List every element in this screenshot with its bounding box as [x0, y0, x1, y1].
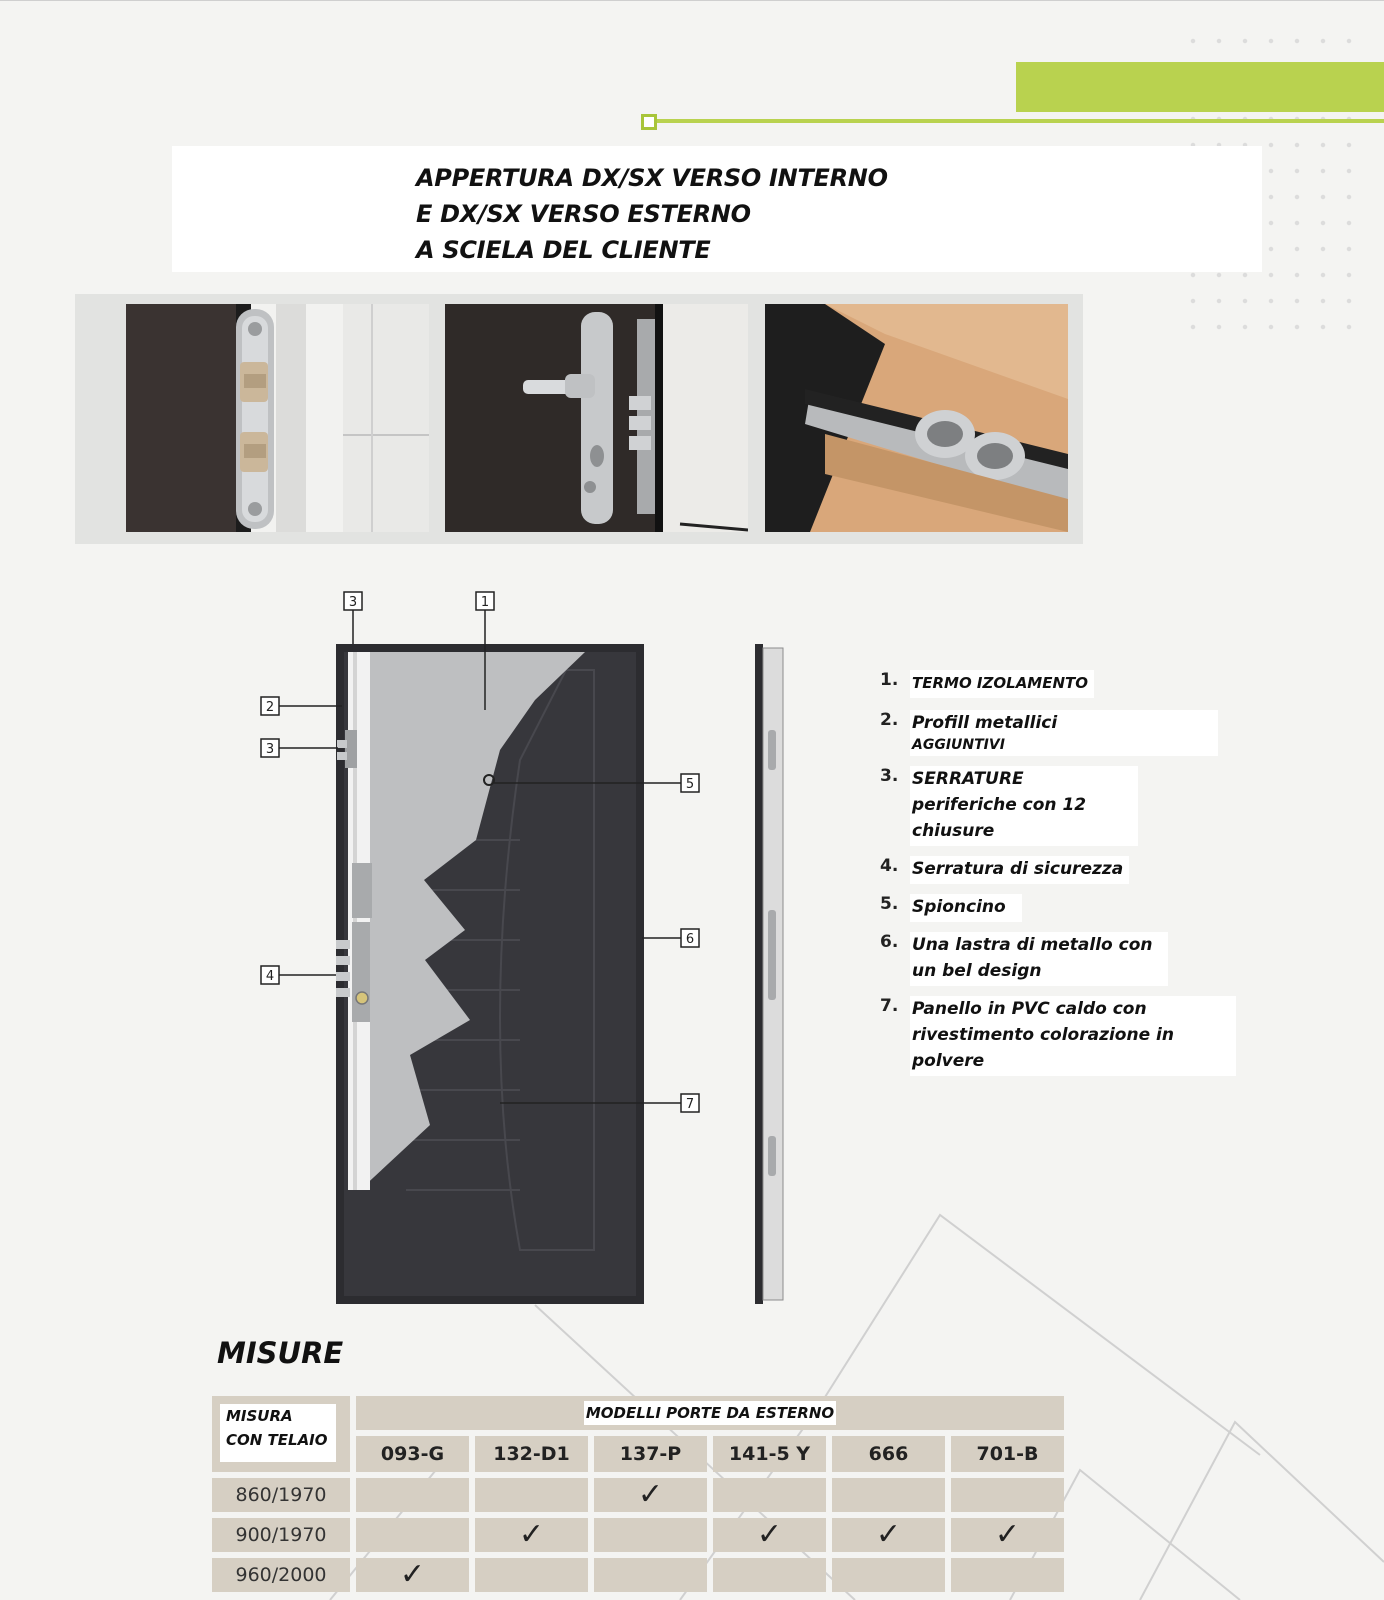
opening-title: [416, 160, 888, 268]
table-cell: [475, 1478, 588, 1512]
column-header: 141-5 Y: [713, 1436, 826, 1472]
legend-item-6: [880, 932, 1240, 986]
column-header: 137-P: [594, 1436, 707, 1472]
row-size-label: 900/1970: [212, 1518, 350, 1552]
group-label: MODELLI PORTE DA ESTERNO: [584, 1401, 836, 1425]
table-cell: [832, 1478, 945, 1512]
legend-item-5: [880, 894, 1240, 922]
table-cell: ✓: [475, 1518, 588, 1552]
table-cell: [356, 1518, 469, 1552]
table-cell: ✓: [356, 1558, 469, 1592]
column-header: 666: [832, 1436, 945, 1472]
callout-1: 1: [480, 595, 490, 610]
legend-item-2: [880, 710, 1240, 756]
legend-text: Una lastra di metallo con un bel design: [910, 932, 1168, 986]
callout-3-top: 3: [348, 595, 358, 610]
group-header: [356, 1396, 1064, 1430]
handle-photo: [445, 304, 748, 532]
title-line-2: E DX/SX VERSO ESTERNO: [416, 200, 751, 228]
table-cell: ✓: [951, 1518, 1064, 1552]
corner-label-line-2: CON TELAIO: [226, 1431, 328, 1449]
legend-text: Panello in PVC caldo con rivestimento colorazione in polvere: [910, 996, 1236, 1076]
title-line-3: A SCIELA DEL CLIENTE: [416, 236, 711, 264]
legend-item-1: [880, 670, 1240, 698]
legend-text: SERRATURE periferiche con 12 chiusure: [910, 766, 1138, 846]
accent-line: [648, 119, 1384, 123]
legend-text-main: Profill metallici: [912, 713, 1058, 733]
legend-num: 5.: [880, 894, 899, 914]
callout-4: 4: [265, 969, 275, 984]
legend-num: 7.: [880, 996, 899, 1016]
legend-item-3: [880, 766, 1240, 846]
table-cell: [832, 1558, 945, 1592]
table-cell: [951, 1558, 1064, 1592]
legend-text-sub: AGGIUNTIVI: [912, 737, 1005, 753]
table-cell: [594, 1558, 707, 1592]
title-line-1: APPERTURA DX/SX VERSO INTERNO: [416, 164, 888, 192]
table-cell: [475, 1558, 588, 1592]
hinge-photo: [126, 304, 429, 532]
column-header: 093-G: [356, 1436, 469, 1472]
table-cell: [713, 1478, 826, 1512]
table-cell: [951, 1478, 1064, 1512]
table-cell: ✓: [713, 1518, 826, 1552]
sizes-title: MISURE: [217, 1336, 344, 1370]
legend-text: [910, 710, 1218, 756]
column-header: 132-D1: [475, 1436, 588, 1472]
legend-item-4: [880, 856, 1240, 884]
callout-2: 2: [265, 700, 275, 715]
photo-strip: [75, 294, 1083, 544]
feature-legend: [880, 670, 1240, 1082]
threshold-photo: [765, 304, 1068, 532]
corner-label: [220, 1404, 336, 1462]
accent-node: [641, 114, 657, 130]
legend-num: 2.: [880, 710, 899, 730]
accent-bar: [1016, 62, 1384, 112]
callout-5: 5: [685, 777, 695, 792]
top-border: [0, 0, 1384, 1]
legend-num: 4.: [880, 856, 899, 876]
table-cell: ✓: [594, 1478, 707, 1512]
column-header: 701-B: [951, 1436, 1064, 1472]
legend-text: TERMO IZOLAMENTO: [910, 670, 1094, 698]
row-size-label: 960/2000: [212, 1558, 350, 1592]
legend-num: 6.: [880, 932, 899, 952]
table-cell: [713, 1558, 826, 1592]
legend-text: Spioncino: [910, 894, 1022, 922]
callout-6: 6: [685, 932, 695, 947]
legend-num: 3.: [880, 766, 899, 786]
table-cell: [594, 1518, 707, 1552]
table-cell: ✓: [832, 1518, 945, 1552]
legend-num: 1.: [880, 670, 899, 690]
callout-7: 7: [685, 1097, 695, 1112]
corner-label-line-1: MISURA: [226, 1407, 293, 1425]
legend-item-7: [880, 996, 1240, 1076]
legend-text: Serratura di sicurezza: [910, 856, 1129, 884]
table-cell: [356, 1478, 469, 1512]
callout-3: 3: [265, 742, 275, 757]
corner-header: [212, 1396, 350, 1472]
row-size-label: 860/1970: [212, 1478, 350, 1512]
